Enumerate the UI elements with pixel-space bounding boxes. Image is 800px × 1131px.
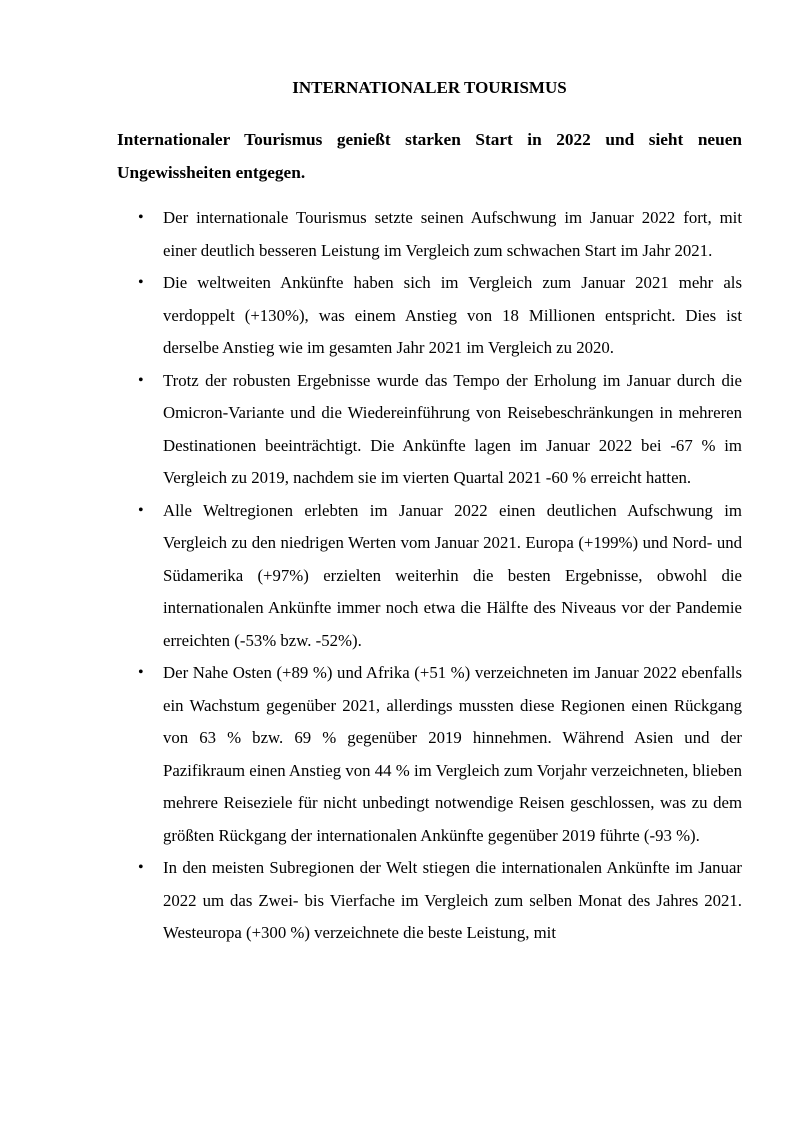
bullet-item: [117, 267, 742, 365]
bullet-text: In den meisten Subregionen der Welt stiegen die internationalen Ankünfte im Januar 2022 um das Zwei- bis Vierfache im Vergleich zum selben Monat des Jahres 2021. Westeuropa (+300 %) verzeichnete die beste Leistung, mit: [163, 858, 742, 942]
bullet-icon: •: [138, 859, 144, 876]
bullet-item: [117, 495, 742, 658]
bullet-icon: •: [138, 274, 144, 291]
bullet-text: Der internationale Tourismus setzte seinen Aufschwung im Januar 2022 fort, mit einer deutlich besseren Leistung im Vergleich zum schwachen Start im Jahr 2021.: [163, 208, 742, 260]
bullet-icon: •: [138, 501, 144, 519]
bullet-item: [117, 365, 742, 495]
bullet-icon: •: [138, 664, 144, 681]
bullet-text: Die weltweiten Ankünfte haben sich im Vergleich zum Januar 2021 mehr als verdoppelt (+130%), was einem Anstieg von 18 Millionen entspricht. Dies ist derselbe Anstieg wie im gesamten Jahr 2021 im Vergleich zu 2020.: [163, 273, 742, 357]
bullet-list: [117, 202, 742, 950]
bullet-text: Trotz der robusten Ergebnisse wurde das Tempo der Erholung im Januar durch die Omicron-Variante und die Wiedereinführung von Reisebeschränkungen in mehreren Destinationen beeinträchtigt. Die Ankünfte lagen im Januar 2022 bei -67 % im Vergleich zu 2019, nachdem sie im vierten Quartal 2021 -60 % erreicht hatten.: [163, 370, 742, 487]
bullet-item: [117, 852, 742, 950]
bullet-text: Der Nahe Osten (+89 %) und Afrika (+51 %) verzeichneten im Januar 2022 ebenfalls ein Wachstum gegenüber 2021, allerdings mussten diese Regionen einen Rückgang von 63 % bzw. 69 % gegenüber 2019 hinnehmen. Während Asien und der Pazifikraum einen Anstieg von 44 % im Vergleich zum Vorjahr verzeichneten, blieben mehrere Reiseziele für nicht unbedingt notwendige Reisen geschlossen, was zu dem größten Rückgang der internationalen Ankünfte gegenüber 2019 führte (-93 %).: [163, 663, 742, 845]
bullet-icon: •: [138, 209, 144, 226]
bullet-text: Alle Weltregionen erlebten im Januar 2022 einen deutlichen Aufschwung im Vergleich zu den niedrigen Werten vom Januar 2021. Europa (+199%) und Nord- und Südamerika (+97%) erzielten weiterhin die besten Ergebnisse, obwohl die internationalen Ankünfte immer noch etwa die Hälfte des Niveaus vor der Pandemie erreichten (-53% bzw. -52%).: [163, 500, 742, 650]
bullet-item: [117, 657, 742, 852]
document-subtitle: Internationaler Tourismus genießt starken Start in 2022 und sieht neuen Ungewissheiten entgegen.: [117, 130, 742, 182]
bullet-icon: •: [138, 371, 144, 389]
bullet-item: [117, 202, 742, 267]
document-title: INTERNATIONALER TOURISMUS: [292, 78, 567, 97]
